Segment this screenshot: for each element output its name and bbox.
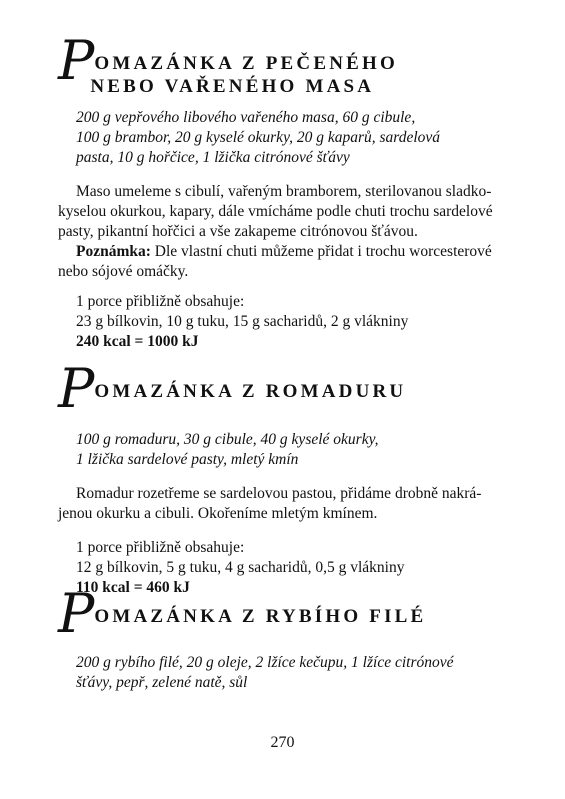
ingredients-line: 200 g vepřového libového vařeného masa, 60 g cibule, — [76, 109, 416, 126]
method-line: pasty, pikantní hořčici a vše zakapeme citrónovou šťávou. — [58, 223, 418, 240]
title-line-2: NEBO VAŘENÉHO MASA — [90, 76, 375, 97]
recipe-pecene-maso — [58, 29, 518, 352]
recipe-romadur — [58, 357, 518, 598]
energy-value: 110 kcal = 460 kJ — [76, 579, 190, 596]
ingredients-line: pasta, 10 g hořčice, 1 lžička citrónové šťávy — [76, 149, 350, 166]
method — [58, 484, 510, 524]
ingredients — [76, 430, 496, 470]
note — [58, 242, 510, 262]
method-line: kyselou okurkou, kapary, dále vmícháme podle chuti trochu sardelové — [58, 203, 493, 220]
page-number: 270 — [270, 734, 295, 751]
title-line-1: OMAZÁNKA Z RYBÍHO FILÉ — [94, 606, 427, 627]
method-line: Maso umeleme s cibulí, vařeným bramborem, sterilovanou sladko- — [76, 183, 492, 200]
ingredients-line: 100 g brambor, 20 g kyselé okurky, 20 g kaparů, sardelová — [76, 129, 441, 146]
energy-value: 240 kcal = 1000 kJ — [76, 333, 199, 350]
portion-label: 1 porce přibližně obsahuje: — [76, 539, 245, 556]
portion-values: 12 g bílkovin, 5 g tuku, 4 g sacharidů, 0,5 g vlákniny — [76, 559, 405, 576]
portion-values: 23 g bílkovin, 10 g tuku, 15 g sacharidů, 2 g vlákniny — [76, 313, 409, 330]
title-initial: P — [58, 582, 93, 645]
method-line: jenou okurku a cibuli. Okořeníme mletým kmínem. — [58, 505, 378, 522]
portion-label: 1 porce přibližně obsahuje: — [76, 293, 245, 310]
ingredients — [76, 108, 496, 168]
method — [58, 182, 510, 282]
title-initial: P — [58, 29, 93, 92]
ingredients — [76, 653, 496, 693]
method-line: Romadur rozetřeme se sardelovou pastou, přidáme drobně nakrá- — [76, 485, 482, 502]
title-line-1: OMAZÁNKA Z ROMADURU — [94, 381, 407, 402]
title-line-1: OMAZÁNKA Z PEČENÉHO — [94, 53, 398, 74]
note-label: Poznámka: — [76, 243, 151, 260]
nutrition — [76, 538, 518, 598]
ingredients-line: 100 g romaduru, 30 g cibule, 40 g kyselé okurky, — [76, 431, 379, 448]
ingredients-line: 200 g rybího filé, 20 g oleje, 2 lžíce kečupu, 1 lžíce citrónové — [76, 654, 454, 671]
ingredients-line: šťávy, pepř, zelené natě, sůl — [76, 674, 248, 691]
recipe-title — [58, 29, 518, 98]
nutrition — [76, 292, 518, 352]
ingredients-line: 1 lžička sardelové pasty, mletý kmín — [76, 451, 299, 468]
note-text-2: nebo sójové omáčky. — [58, 263, 189, 280]
recipe-title — [58, 357, 518, 420]
note-text: Dle vlastní chuti můžeme přidat i trochu worcesterové — [150, 243, 492, 260]
title-initial: P — [58, 357, 93, 420]
